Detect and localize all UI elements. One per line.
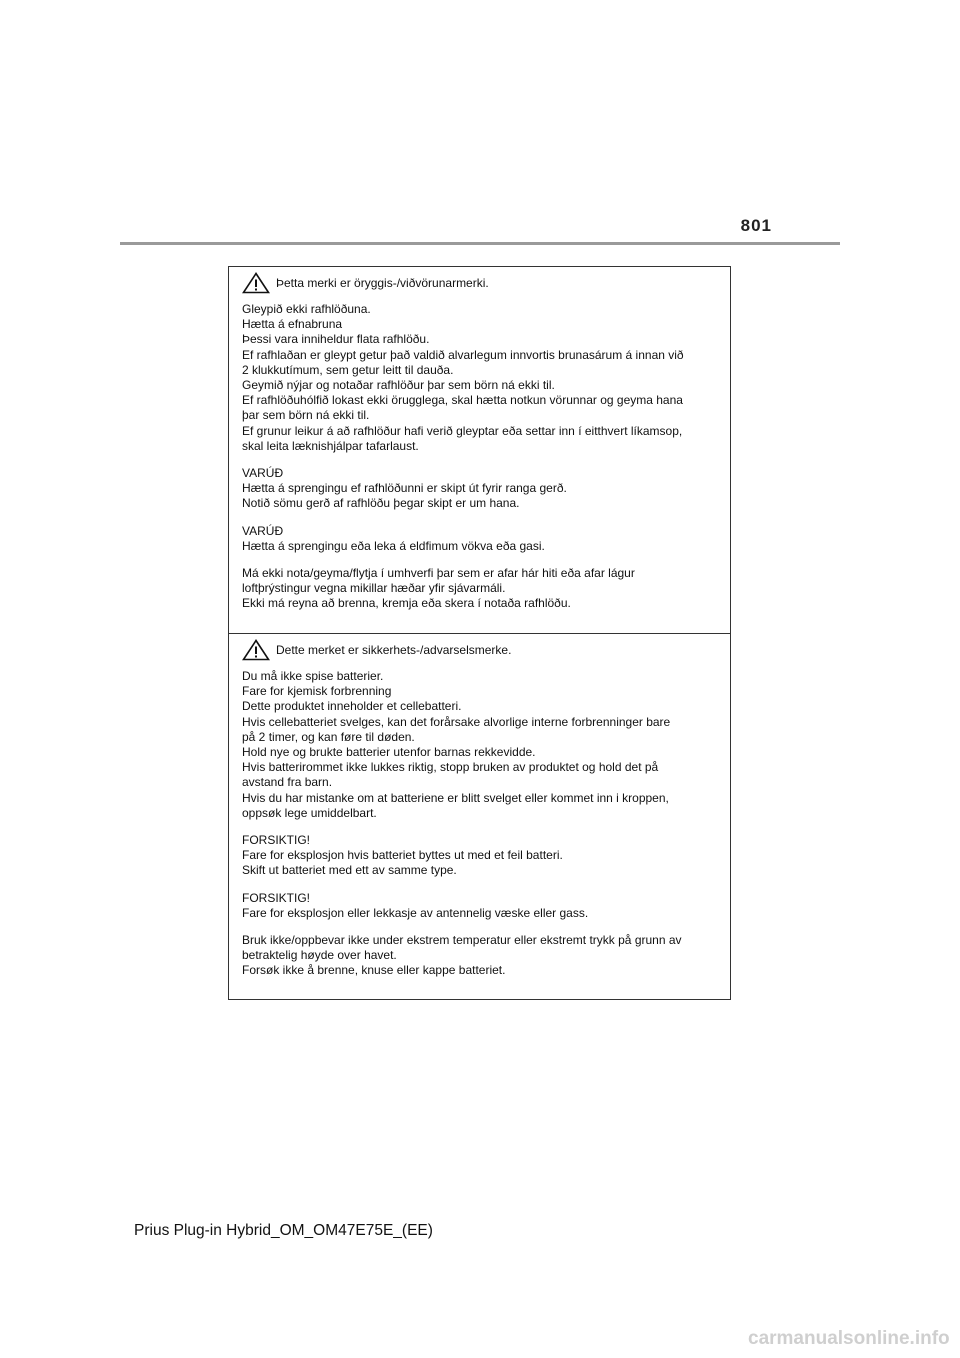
warning-triangle-icon	[242, 272, 270, 294]
warning-text-line: Fare for eksplosjon eller lekkasje av antennelig væske eller gass.	[242, 905, 589, 920]
warning-text-line: betraktelig høyde over havet.	[242, 948, 397, 963]
warning-paragraph	[242, 933, 720, 979]
warning-text-line: 2 klukkutímum, sem getur leitt til dauða.	[242, 362, 454, 377]
section-title: Þetta merki er öryggis-/viðvörunarmerki.	[276, 276, 489, 290]
warning-text-line: Notið sömu gerð af rafhlöðu þegar skipt er um hana.	[242, 496, 520, 511]
warning-text-line: Ef grunur leikur á að rafhlöður hafi verið gleyptar eða settar inn í eitthvert líkamsop,	[242, 423, 683, 438]
section-title: Dette merket er sikkerhets-/advarselsmerke.	[276, 643, 512, 657]
section-title-row	[242, 272, 720, 294]
footer-model-code: Prius Plug-in Hybrid_OM_OM47E75E_(EE)	[134, 1222, 433, 1239]
warning-paragraph	[242, 891, 720, 921]
warning-text-line: Ekki má reyna að brenna, kremja eða skera í notaða rafhlöðu.	[242, 596, 571, 611]
section-title-row	[242, 639, 720, 661]
warning-text-line: Gleypið ekki rafhlöðuna.	[242, 302, 371, 316]
warning-paragraph	[242, 302, 720, 454]
warning-text-line: Fare for kjemisk forbrenning	[242, 684, 392, 699]
warning-text-line: FORSIKTIG!	[242, 833, 311, 848]
warning-section-norwegian	[229, 633, 730, 999]
warning-text-line: Hvis du har mistanke om at batteriene er blitt svelget eller kommet inn i kroppen,	[242, 790, 669, 805]
warning-text-line: VARÚÐ	[242, 523, 284, 538]
warning-section-icelandic	[229, 267, 730, 633]
warning-text-line: Hætta á efnabruna	[242, 317, 343, 332]
watermark: carmanualsonline.info	[748, 1328, 950, 1349]
warning-text-line: loftþrýstingur vegna mikillar hæðar yfir sjávarmáli.	[242, 581, 506, 596]
warning-text-line: Fare for eksplosjon hvis batteriet byttes ut med et feil batteri.	[242, 848, 563, 863]
warning-text-line: på 2 timer, og kan føre til døden.	[242, 729, 415, 744]
section-body	[242, 302, 720, 612]
warning-text-line: Hvis cellebatteriet svelges, kan det forårsake alvorlige interne forbrenninger bare	[242, 714, 671, 729]
page-number: 801	[740, 216, 772, 235]
warning-text-line: Geymið nýjar og notaðar rafhlöður þar sem börn ná ekki til.	[242, 378, 555, 393]
warning-text-line: Forsøk ikke å brenne, knuse eller kappe batteriet.	[242, 963, 506, 978]
warning-text-line: Ef rafhlaðan er gleypt getur það valdið alvarlegum innvortis brunasárum á innan við	[242, 347, 684, 362]
warning-paragraph	[242, 669, 720, 821]
warning-paragraph	[242, 466, 720, 512]
warning-text-line: Má ekki nota/geyma/flytja í umhverfi þar sem er afar hár hiti eða afar lágur	[242, 566, 635, 581]
warning-triangle-icon	[242, 639, 270, 661]
warning-text-line: Du må ikke spise batterier.	[242, 669, 384, 683]
warning-text-line: avstand fra barn.	[242, 775, 333, 790]
header-divider	[120, 242, 840, 245]
warning-text-line: skal leita læknishjálpar tafarlaust.	[242, 438, 419, 453]
warning-paragraph	[242, 524, 720, 554]
warning-text-line: VARÚÐ	[242, 466, 284, 481]
warning-text-line: Hætta á sprengingu ef rafhlöðunni er skipt út fyrir ranga gerð.	[242, 481, 567, 496]
warning-label-box	[228, 266, 731, 1000]
warning-text-line: FORSIKTIG!	[242, 890, 311, 905]
warning-text-line: Ef rafhlöðuhólfið lokast ekki örugglega, skal hætta notkun vörunnar og geyma hana	[242, 393, 683, 408]
warning-text-line: Dette produktet inneholder et cellebatteri.	[242, 699, 462, 714]
warning-text-line: Hvis batterirommet ikke lukkes riktig, stopp bruken av produktet og hold det på	[242, 760, 659, 775]
warning-text-line: Skift ut batteriet med ett av samme type.	[242, 863, 457, 878]
warning-paragraph	[242, 566, 720, 612]
warning-text-line: Hold nye og brukte batterier utenfor barnas rekkevidde.	[242, 745, 536, 760]
warning-text-line: Bruk ikke/oppbevar ikke under ekstrem temperatur eller ekstremt trykk på grunn av	[242, 933, 682, 948]
warning-text-line: þar sem börn ná ekki til.	[242, 408, 370, 423]
warning-text-line: oppsøk lege umiddelbart.	[242, 805, 377, 820]
section-body	[242, 669, 720, 979]
warning-text-line: Þessi vara inniheldur flata rafhlöðu.	[242, 332, 430, 347]
warning-paragraph	[242, 833, 720, 879]
warning-text-line: Hætta á sprengingu eða leka á eldfimum vökva eða gasi.	[242, 538, 545, 553]
